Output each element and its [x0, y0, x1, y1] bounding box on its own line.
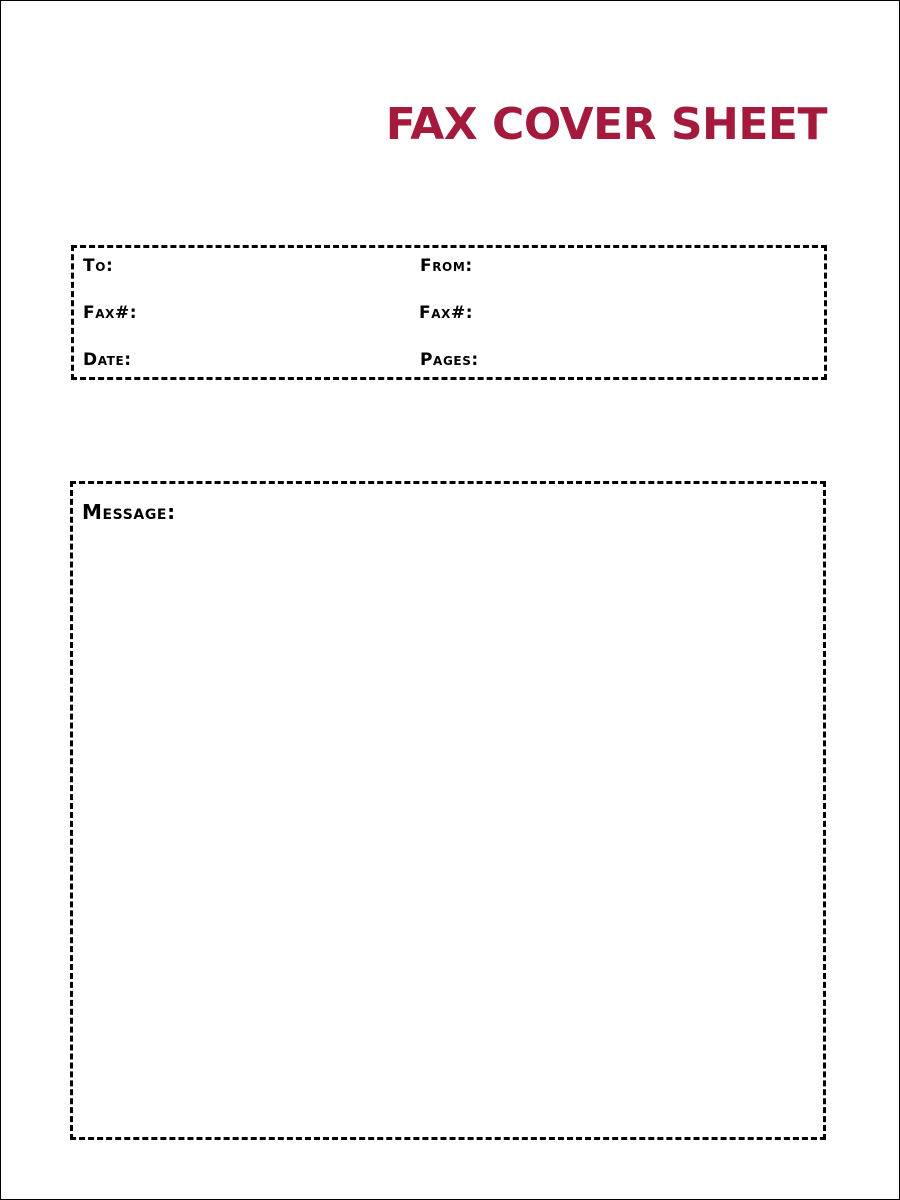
header-fields-box [71, 245, 827, 380]
from-label: From: [420, 256, 473, 276]
to-label: To: [83, 256, 114, 276]
to-fax-label: Fax#: [83, 303, 138, 323]
from-fax-label: Fax#: [419, 303, 474, 323]
date-label: Date: [83, 350, 132, 370]
message-box [70, 481, 826, 1140]
page-title: FAX COVER SHEET [385, 99, 827, 150]
pages-label: Pages: [420, 350, 479, 370]
message-label: Message: [82, 500, 176, 524]
